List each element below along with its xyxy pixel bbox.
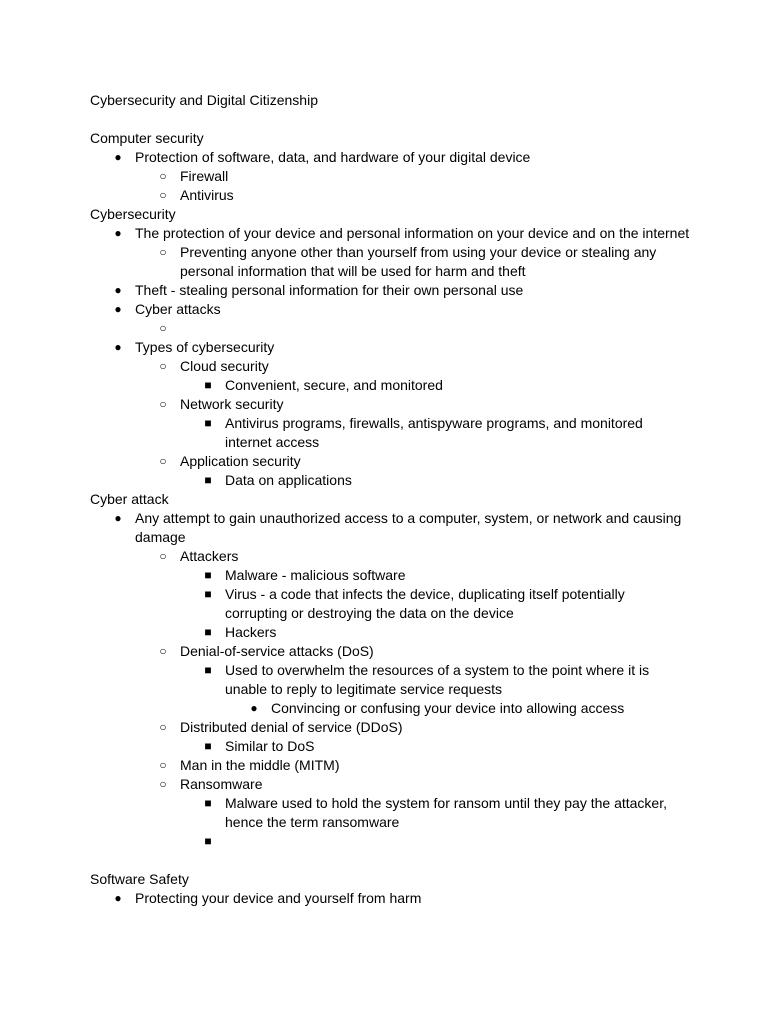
list-item-text: Malware used to hold the system for ransom until they pay the attacker, hence the term ransomware [225, 795, 667, 830]
list-item [90, 547, 690, 566]
document-body [90, 129, 690, 908]
circle-bullet-icon: ○ [159, 758, 167, 772]
list-item-text: Application security [180, 453, 301, 469]
list-item-text: Protection of software, data, and hardware of your digital device [135, 149, 531, 165]
square-bullet-icon: ■ [204, 587, 212, 601]
square-bullet-icon: ■ [204, 663, 212, 677]
disc-bullet-icon: ● [114, 226, 122, 240]
disc-bullet-icon: ● [114, 891, 122, 905]
square-bullet-icon: ■ [204, 796, 212, 810]
section-heading: Computer security [90, 130, 204, 146]
list-item-text: Data on applications [225, 472, 352, 488]
list-item [90, 300, 690, 319]
list-item-text: Malware - malicious software [225, 567, 406, 583]
list-item [90, 186, 690, 205]
list-item-text: Man in the middle (MITM) [180, 757, 340, 773]
disc-bullet-icon: ● [114, 283, 122, 297]
list-item-text: Any attempt to gain unauthorized access to a computer, system, or network and causing damage [135, 510, 682, 545]
list-item-text: Convincing or confusing your device into allowing access [271, 700, 625, 716]
document-page [90, 91, 690, 908]
square-bullet-icon: ■ [204, 568, 212, 582]
list-item-text: Hackers [225, 624, 277, 640]
section-heading: Cybersecurity [90, 206, 176, 222]
list-item [90, 566, 690, 585]
list-item [90, 585, 690, 623]
list-item [90, 452, 690, 471]
disc-bullet-icon: ● [114, 150, 122, 164]
list-item [90, 243, 690, 281]
circle-bullet-icon: ○ [159, 245, 167, 259]
list-item-text: Firewall [180, 168, 229, 184]
list-item [90, 414, 690, 452]
list-item-text: Denial-of-service attacks (DoS) [180, 643, 374, 659]
list-item-text: Protecting your device and yourself from harm [135, 890, 422, 906]
list-item [90, 357, 690, 376]
square-bullet-icon: ■ [204, 416, 212, 430]
list-item-text: Cyber attacks [135, 301, 221, 317]
list-item [90, 395, 690, 414]
list-item-text: Types of cybersecurity [135, 339, 275, 355]
list-item [90, 889, 690, 908]
list-item-text: Convenient, secure, and monitored [225, 377, 443, 393]
list-item-text: Attackers [180, 548, 239, 564]
square-bullet-icon: ■ [204, 473, 212, 487]
list-item [90, 319, 690, 338]
blank-line [90, 851, 690, 870]
list-item [90, 699, 690, 718]
disc-bullet-icon: ● [114, 340, 122, 354]
section-heading: Cyber attack [90, 491, 169, 507]
list-item-text: Used to overwhelm the resources of a system to the point where it is unable to reply to legitimate service requests [225, 662, 650, 697]
list-item-text: Similar to DoS [225, 738, 315, 754]
list-item [90, 509, 690, 547]
list-item [90, 661, 690, 699]
list-item [90, 148, 690, 167]
list-item [90, 224, 690, 243]
list-item-text: The protection of your device and personal information on your device and on the internet [135, 225, 690, 241]
circle-bullet-icon: ○ [159, 644, 167, 658]
circle-bullet-icon: ○ [159, 359, 167, 373]
list-item-text: Preventing anyone other than yourself from using your device or stealing any personal information that will be used for harm and theft [180, 244, 657, 279]
list-item-text: Antivirus [180, 187, 234, 203]
list-item [90, 281, 690, 300]
list-item-text: Network security [180, 396, 284, 412]
list-item [90, 775, 690, 794]
list-item [90, 338, 690, 357]
square-bullet-icon: ■ [204, 378, 212, 392]
list-item [90, 167, 690, 186]
list-item-text: Cloud security [180, 358, 269, 374]
list-item-text: Distributed denial of service (DDoS) [180, 719, 403, 735]
square-bullet-icon: ■ [204, 834, 212, 848]
circle-bullet-icon: ○ [159, 188, 167, 202]
list-item [90, 832, 690, 851]
circle-bullet-icon: ○ [159, 397, 167, 411]
circle-bullet-icon: ○ [159, 169, 167, 183]
list-item [90, 623, 690, 642]
square-bullet-icon: ■ [204, 625, 212, 639]
list-item [90, 737, 690, 756]
document-title: Cybersecurity and Digital Citizenship [90, 92, 318, 108]
disc-bullet-icon: ● [250, 701, 258, 715]
list-item [90, 376, 690, 395]
list-item [90, 756, 690, 775]
disc-bullet-icon: ● [114, 511, 122, 525]
section-heading: Software Safety [90, 871, 189, 887]
circle-bullet-icon: ○ [159, 720, 167, 734]
square-bullet-icon: ■ [204, 739, 212, 753]
list-item-text: Theft - stealing personal information for their own personal use [135, 282, 524, 298]
circle-bullet-icon: ○ [159, 777, 167, 791]
circle-bullet-icon: ○ [159, 321, 167, 335]
list-item-text: Ransomware [180, 776, 263, 792]
list-item [90, 642, 690, 661]
list-item-text: Virus - a code that infects the device, duplicating itself potentially corrupting or destroying the data on the device [225, 586, 625, 621]
list-item [90, 718, 690, 737]
circle-bullet-icon: ○ [159, 454, 167, 468]
list-item [90, 471, 690, 490]
disc-bullet-icon: ● [114, 302, 122, 316]
circle-bullet-icon: ○ [159, 549, 167, 563]
list-item-text: Antivirus programs, firewalls, antispyware programs, and monitored internet access [225, 415, 643, 450]
list-item [90, 794, 690, 832]
